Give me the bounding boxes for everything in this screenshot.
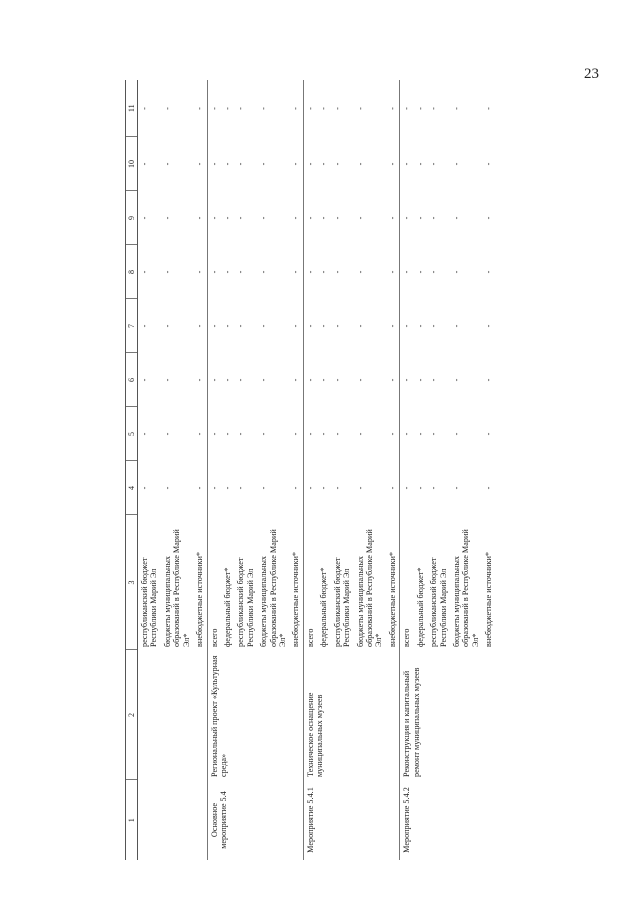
value-cell: - bbox=[451, 486, 461, 490]
value-cell: - bbox=[259, 378, 269, 382]
value-cell: - bbox=[207, 245, 221, 299]
value-cell: - bbox=[140, 107, 149, 110]
funding-source: всего bbox=[207, 515, 221, 650]
page-number: 23 bbox=[584, 66, 599, 82]
value-cell: - bbox=[162, 324, 172, 328]
value-cell: - bbox=[222, 324, 232, 328]
table-row bbox=[138, 80, 161, 860]
funding-source: бюджеты муниципальных образований в Республике Марий Эл* bbox=[451, 529, 480, 647]
col-header: 11 bbox=[126, 80, 138, 137]
value-cell: - bbox=[332, 107, 342, 110]
value-cell: - bbox=[387, 107, 397, 110]
table-row bbox=[303, 80, 317, 860]
col-header: 10 bbox=[126, 137, 138, 191]
value-cell: - bbox=[195, 162, 205, 166]
funding-source: республиканский бюджет Республики Марий Эл bbox=[429, 557, 448, 647]
value-cell: - bbox=[429, 216, 439, 220]
value-cell: - bbox=[195, 324, 205, 328]
value-cell: - bbox=[319, 107, 329, 110]
value-cell: - bbox=[140, 270, 149, 274]
value-cell: - bbox=[415, 486, 425, 490]
value-cell: - bbox=[259, 216, 269, 220]
measure-name: Техническое оснащение муниципальных музеев bbox=[303, 650, 399, 780]
value-cell: - bbox=[207, 137, 221, 191]
value-cell: - bbox=[259, 107, 269, 110]
value-cell: - bbox=[195, 378, 205, 382]
value-cell: - bbox=[140, 324, 149, 328]
value-cell: - bbox=[415, 270, 425, 274]
measure-name: Реконструкция и капитальный ремонт муниципальных музеев bbox=[400, 650, 496, 780]
value-cell: - bbox=[259, 432, 269, 436]
value-cell: - bbox=[140, 378, 149, 382]
value-cell: - bbox=[162, 432, 172, 436]
value-cell: - bbox=[429, 162, 439, 166]
value-cell: - bbox=[451, 107, 461, 110]
value-cell: - bbox=[319, 270, 329, 274]
table-row bbox=[400, 80, 414, 860]
value-cell: - bbox=[207, 191, 221, 245]
value-cell: - bbox=[236, 324, 246, 328]
value-cell: - bbox=[291, 216, 301, 220]
value-cell: - bbox=[429, 324, 439, 328]
value-cell: - bbox=[222, 216, 232, 220]
rotated-page-content bbox=[125, 80, 565, 860]
value-cell: - bbox=[207, 461, 221, 515]
value-cell: - bbox=[332, 270, 342, 274]
funding-source: внебюджетные источники* bbox=[484, 552, 494, 647]
value-cell: - bbox=[451, 216, 461, 220]
funding-source: бюджеты муниципальных образований в Республике Марий Эл* bbox=[355, 529, 384, 647]
value-cell: - bbox=[429, 107, 439, 110]
value-cell: - bbox=[195, 270, 205, 274]
funding-source: республиканский бюджет Республики Марий Эл bbox=[236, 557, 255, 647]
value-cell: - bbox=[207, 80, 221, 137]
value-cell: - bbox=[291, 324, 301, 328]
value-cell: - bbox=[236, 486, 246, 490]
col-header: 4 bbox=[126, 461, 138, 515]
value-cell: - bbox=[332, 432, 342, 436]
value-cell: - bbox=[236, 107, 246, 110]
measure-name bbox=[138, 650, 208, 780]
value-cell: - bbox=[451, 432, 461, 436]
value-cell: - bbox=[162, 107, 172, 110]
value-cell: - bbox=[400, 191, 414, 245]
value-cell: - bbox=[259, 162, 269, 166]
value-cell: - bbox=[355, 486, 365, 490]
value-cell: - bbox=[222, 378, 232, 382]
col-header: 6 bbox=[126, 353, 138, 407]
funding-source: республиканский бюджет Республики Марий Эл bbox=[140, 557, 159, 647]
table-body bbox=[138, 80, 496, 860]
value-cell: - bbox=[140, 216, 149, 220]
value-cell: - bbox=[195, 486, 205, 490]
value-cell: - bbox=[162, 216, 172, 220]
col-header: 7 bbox=[126, 299, 138, 353]
value-cell: - bbox=[140, 162, 149, 166]
measure-code: Мероприятие 5.4.2 bbox=[400, 780, 496, 860]
value-cell: - bbox=[162, 486, 172, 490]
header-row bbox=[126, 80, 138, 860]
value-cell: - bbox=[415, 162, 425, 166]
value-cell: - bbox=[319, 378, 329, 382]
value-cell: - bbox=[332, 486, 342, 490]
value-cell: - bbox=[387, 270, 397, 274]
value-cell: - bbox=[303, 407, 317, 461]
funding-source: внебюджетные источники* bbox=[291, 552, 301, 647]
value-cell: - bbox=[162, 378, 172, 382]
value-cell: - bbox=[400, 407, 414, 461]
value-cell: - bbox=[303, 353, 317, 407]
col-header: 2 bbox=[126, 650, 138, 780]
funding-source: бюджеты муниципальных образований в Республике Марий Эл* bbox=[162, 529, 191, 647]
value-cell: - bbox=[400, 299, 414, 353]
value-cell: - bbox=[319, 432, 329, 436]
value-cell: - bbox=[332, 216, 342, 220]
table-row bbox=[207, 80, 221, 860]
value-cell: - bbox=[140, 432, 149, 436]
value-cell: - bbox=[415, 216, 425, 220]
value-cell: - bbox=[484, 324, 494, 328]
value-cell: - bbox=[387, 324, 397, 328]
value-cell: - bbox=[291, 486, 301, 490]
value-cell: - bbox=[222, 270, 232, 274]
value-cell: - bbox=[429, 486, 439, 490]
value-cell: - bbox=[222, 162, 232, 166]
funding-source: внебюджетные источники* bbox=[387, 552, 397, 647]
value-cell: - bbox=[355, 162, 365, 166]
value-cell: - bbox=[400, 137, 414, 191]
funding-source: федеральный бюджет* bbox=[222, 567, 232, 647]
value-cell: - bbox=[332, 378, 342, 382]
col-header: 5 bbox=[126, 407, 138, 461]
funding-source: внебюджетные источники* bbox=[195, 552, 205, 647]
value-cell: - bbox=[355, 216, 365, 220]
funding-source: федеральный бюджет* bbox=[319, 567, 329, 647]
value-cell: - bbox=[451, 162, 461, 166]
value-cell: - bbox=[355, 378, 365, 382]
funding-source: республиканский бюджет Республики Марий Эл bbox=[332, 557, 352, 647]
measure-code: Основное мероприятие 5.4 bbox=[207, 780, 303, 860]
value-cell: - bbox=[484, 270, 494, 274]
value-cell: - bbox=[319, 216, 329, 220]
measure-code: Мероприятие 5.4.1 bbox=[303, 780, 399, 860]
value-cell: - bbox=[291, 432, 301, 436]
value-cell: - bbox=[259, 324, 269, 328]
value-cell: - bbox=[400, 461, 414, 515]
value-cell: - bbox=[484, 486, 494, 490]
value-cell: - bbox=[319, 162, 329, 166]
value-cell: - bbox=[222, 486, 232, 490]
col-header: 9 bbox=[126, 191, 138, 245]
value-cell: - bbox=[291, 107, 301, 110]
value-cell: - bbox=[451, 378, 461, 382]
value-cell: - bbox=[400, 80, 414, 137]
value-cell: - bbox=[332, 162, 342, 166]
value-cell: - bbox=[195, 432, 205, 436]
value-cell: - bbox=[140, 486, 149, 490]
value-cell: - bbox=[400, 245, 414, 299]
value-cell: - bbox=[303, 461, 317, 515]
budget-table bbox=[125, 80, 496, 860]
value-cell: - bbox=[387, 162, 397, 166]
value-cell: - bbox=[236, 378, 246, 382]
value-cell: - bbox=[236, 432, 246, 436]
value-cell: - bbox=[355, 107, 365, 110]
value-cell: - bbox=[429, 270, 439, 274]
value-cell: - bbox=[451, 270, 461, 274]
col-header: 8 bbox=[126, 245, 138, 299]
value-cell: - bbox=[303, 80, 317, 137]
value-cell: - bbox=[400, 353, 414, 407]
value-cell: - bbox=[415, 107, 425, 110]
value-cell: - bbox=[415, 324, 425, 328]
value-cell: - bbox=[303, 137, 317, 191]
value-cell: - bbox=[162, 270, 172, 274]
col-header: 3 bbox=[126, 515, 138, 650]
value-cell: - bbox=[222, 107, 232, 110]
value-cell: - bbox=[303, 299, 317, 353]
value-cell: - bbox=[484, 432, 494, 436]
value-cell: - bbox=[195, 107, 205, 110]
funding-source: федеральный бюджет* bbox=[415, 567, 425, 647]
value-cell: - bbox=[236, 216, 246, 220]
value-cell: - bbox=[259, 270, 269, 274]
value-cell: - bbox=[484, 378, 494, 382]
value-cell: - bbox=[291, 162, 301, 166]
value-cell: - bbox=[387, 378, 397, 382]
value-cell: - bbox=[207, 299, 221, 353]
value-cell: - bbox=[319, 324, 329, 328]
value-cell: - bbox=[303, 245, 317, 299]
value-cell: - bbox=[484, 107, 494, 110]
value-cell: - bbox=[387, 432, 397, 436]
value-cell: - bbox=[355, 324, 365, 328]
funding-source: всего bbox=[400, 515, 414, 650]
measure-code bbox=[138, 780, 208, 860]
value-cell: - bbox=[291, 270, 301, 274]
value-cell: - bbox=[415, 378, 425, 382]
value-cell: - bbox=[387, 486, 397, 490]
value-cell: - bbox=[236, 270, 246, 274]
value-cell: - bbox=[222, 432, 232, 436]
value-cell: - bbox=[415, 432, 425, 436]
value-cell: - bbox=[207, 353, 221, 407]
value-cell: - bbox=[207, 407, 221, 461]
value-cell: - bbox=[355, 270, 365, 274]
value-cell: - bbox=[195, 216, 205, 220]
funding-source: всего bbox=[303, 515, 317, 650]
measure-name: Региональный проект «Культурная среда» bbox=[207, 650, 303, 780]
value-cell: - bbox=[291, 378, 301, 382]
value-cell: - bbox=[303, 191, 317, 245]
value-cell: - bbox=[387, 216, 397, 220]
value-cell: - bbox=[484, 162, 494, 166]
value-cell: - bbox=[429, 378, 439, 382]
value-cell: - bbox=[319, 486, 329, 490]
value-cell: - bbox=[332, 324, 342, 328]
value-cell: - bbox=[162, 162, 172, 166]
col-header: 1 bbox=[126, 780, 138, 860]
value-cell: - bbox=[259, 486, 269, 490]
value-cell: - bbox=[236, 162, 246, 166]
value-cell: - bbox=[429, 432, 439, 436]
value-cell: - bbox=[484, 216, 494, 220]
value-cell: - bbox=[355, 432, 365, 436]
value-cell: - bbox=[451, 324, 461, 328]
funding-source: бюджеты муниципальных образований в Республике Марий Эл* bbox=[259, 529, 288, 647]
